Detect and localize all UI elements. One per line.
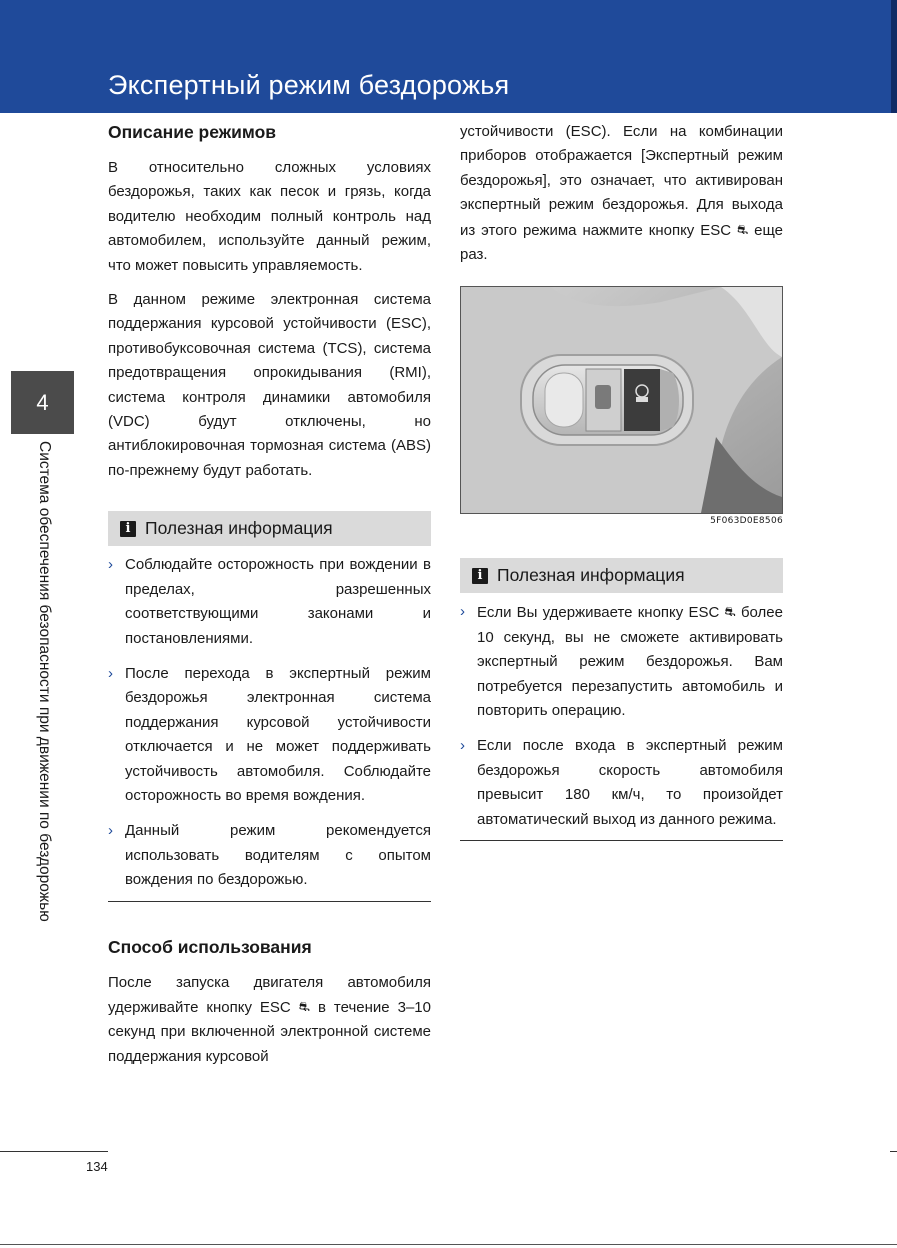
info-item-text: Данный режим рекомендуется использовать водителям с опытом вождения по бездорожью. xyxy=(125,822,431,889)
paragraph-modes-1: В относительно сложных условиях бездорожья, таких как песок и грязь, когда водителю необходим полный контроль над автомобилем, используйте данный режим, что может повысить управляемость. xyxy=(108,159,431,274)
chevron-right-icon: › xyxy=(108,664,113,682)
info-item-text: Соблюдайте осторожность при вождении в пределах, разрешенных соответствующими законами и постановлениями. xyxy=(125,556,431,647)
chevron-right-icon: › xyxy=(108,822,113,840)
footer-rule xyxy=(0,1151,108,1152)
footer-rule xyxy=(890,1151,897,1152)
usage-continued-part2: еще раз. xyxy=(460,221,783,264)
info-icon: i xyxy=(472,568,488,584)
usage-text-part2: в течение 3–10 секунд при включенной электронной системе поддержания курсовой xyxy=(108,998,431,1065)
esc-off-car-icon: ⛐ xyxy=(736,221,749,237)
info-item-text xyxy=(477,600,783,723)
chevron-right-icon: › xyxy=(460,737,465,755)
info-box-title: Полезная информация xyxy=(497,565,685,586)
page-title: Экспертный режим бездорожья xyxy=(108,70,510,100)
info-icon: i xyxy=(120,521,136,537)
dashboard-illustration xyxy=(461,287,782,513)
paragraph-usage xyxy=(108,971,431,1070)
header-edge xyxy=(891,0,897,113)
esc-off-car-icon: ⛐ xyxy=(298,998,310,1014)
usage-text-part1: После запуска двигателя автомобиля удерживайте кнопку ESC xyxy=(108,973,431,1016)
info-item1-part2: более 10 секунд, вы не сможете активировать экспертный режим бездорожья. Вам потребуется перезапустить автомобиль и повторить операцию. xyxy=(477,604,783,720)
chapter-tab: 4 xyxy=(11,371,74,434)
info-item-text: Если после входа в экспертный режим бездорожья скорость автомобиля превысит 180 км/ч, то произойдет автоматический выход из данного режима. xyxy=(477,737,783,828)
page-header xyxy=(0,0,897,113)
usage-continued-part1: устойчивости (ESC). Если на комбинации приборов отображается [Экспертный режим бездорожья], это означает, что активирован экспертный режим бездорожья. Для выхода из этого режима нажмите кнопку ESC xyxy=(460,123,783,239)
info-box-header xyxy=(460,558,783,593)
paragraph-modes-2: В данном режиме электронная система поддержания курсовой устойчивости (ESC), противобуксовочная система (TCS), система предотвращения опрокидывания (RMI), система контроля динамики автомобиля (VDC) будут отключены, но антиблокировочная тормозная система (ABS) по-прежнему будут работать. xyxy=(108,291,431,479)
right-column xyxy=(460,120,783,841)
info-item xyxy=(460,600,783,723)
chevron-right-icon: › xyxy=(460,603,465,621)
image-code: 5F063D0E8506 xyxy=(710,516,783,527)
info-item xyxy=(108,662,431,808)
info-item1-part1: Если Вы удерживаете кнопку ESC xyxy=(477,604,720,622)
info-box-divider xyxy=(460,840,783,841)
page-number: 134 xyxy=(86,1159,108,1174)
chevron-right-icon: › xyxy=(108,556,113,574)
left-column xyxy=(108,120,431,1069)
info-box-title: Полезная информация xyxy=(145,518,333,539)
info-item xyxy=(460,734,783,832)
info-item xyxy=(108,819,431,892)
paragraph-usage-continued xyxy=(460,120,783,267)
info-item xyxy=(108,553,431,651)
bottom-rule xyxy=(0,1244,897,1245)
chapter-title-vertical: Система обеспечения безопасности при движении по бездорожью xyxy=(36,441,53,922)
section-title-usage: Способ использования xyxy=(108,936,312,957)
esc-off-car-icon: ⛐ xyxy=(724,604,736,620)
esc-button-photo xyxy=(460,286,783,514)
section-title-modes: Описание режимов xyxy=(108,122,277,142)
info-item-text: После перехода в экспертный режим бездорожья электронная система поддержания курсовой устойчивости отключается и не может поддерживать устойчивость автомобиля. Соблюдайте осторожность во время вождения. xyxy=(125,664,431,804)
info-box-header xyxy=(108,511,431,546)
